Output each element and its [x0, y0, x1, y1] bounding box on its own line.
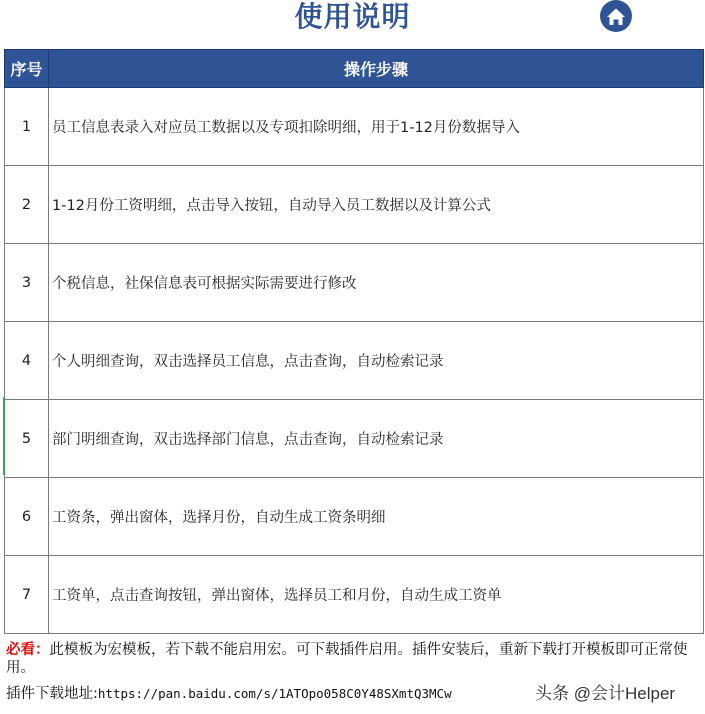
row-description: 个税信息，社保信息表可根据实际需要进行修改 [49, 244, 704, 322]
row-index: 5 [5, 400, 49, 478]
page-title: 使用说明 [294, 0, 411, 33]
table-row[interactable] [5, 322, 704, 400]
column-header-index: 序号 [5, 50, 49, 88]
row-description: 个人明细查询，双击选择员工信息，点击查询，自动检索记录 [49, 322, 704, 400]
download-link-label: 插件下载地址: [6, 686, 98, 702]
download-link[interactable]: https://pan.baidu.com/s/1ATOpo058C0Y48SXmtQ3MCw [97, 686, 452, 701]
row-description: 1-12月份工资明细，点击导入按钮，自动导入员工数据以及计算公式 [49, 166, 704, 244]
table-row[interactable] [5, 166, 704, 244]
row-description: 部门明细查询，双击选择部门信息，点击查询，自动检索记录 [49, 400, 704, 478]
table-row[interactable] [5, 400, 704, 478]
row-index: 2 [5, 166, 49, 244]
steps-table [4, 49, 704, 634]
home-button[interactable] [598, 0, 634, 34]
table-row[interactable] [5, 88, 704, 166]
home-icon [598, 0, 634, 34]
selected-row-indicator [3, 397, 5, 475]
table-row[interactable] [5, 556, 704, 634]
must-read-label: 必看： [6, 642, 50, 658]
row-index: 4 [5, 322, 49, 400]
row-description: 工资条，弹出窗体，选择月份，自动生成工资条明细 [49, 478, 704, 556]
row-description: 员工信息表录入对应员工数据以及专项扣除明细，用于1-12月份数据导入 [49, 88, 704, 166]
title-bar [0, 0, 705, 48]
download-link-line [6, 682, 452, 703]
note-text [6, 641, 700, 677]
table-row[interactable] [5, 478, 704, 556]
table-header-row [5, 50, 704, 88]
column-header-steps: 操作步骤 [49, 50, 704, 88]
table-row[interactable] [5, 244, 704, 322]
row-index: 1 [5, 88, 49, 166]
watermark: 头条 @会计Helper [535, 684, 676, 703]
row-index: 3 [5, 244, 49, 322]
note-body: 此模板为宏模板，若下载不能启用宏。可下载插件启用。插件安装后，重新下载打开模板即可正常使用。 [6, 642, 688, 676]
row-description: 工资单，点击查询按钮，弹出窗体，选择员工和月份，自动生成工资单 [49, 556, 704, 634]
row-index: 6 [5, 478, 49, 556]
row-index: 7 [5, 556, 49, 634]
